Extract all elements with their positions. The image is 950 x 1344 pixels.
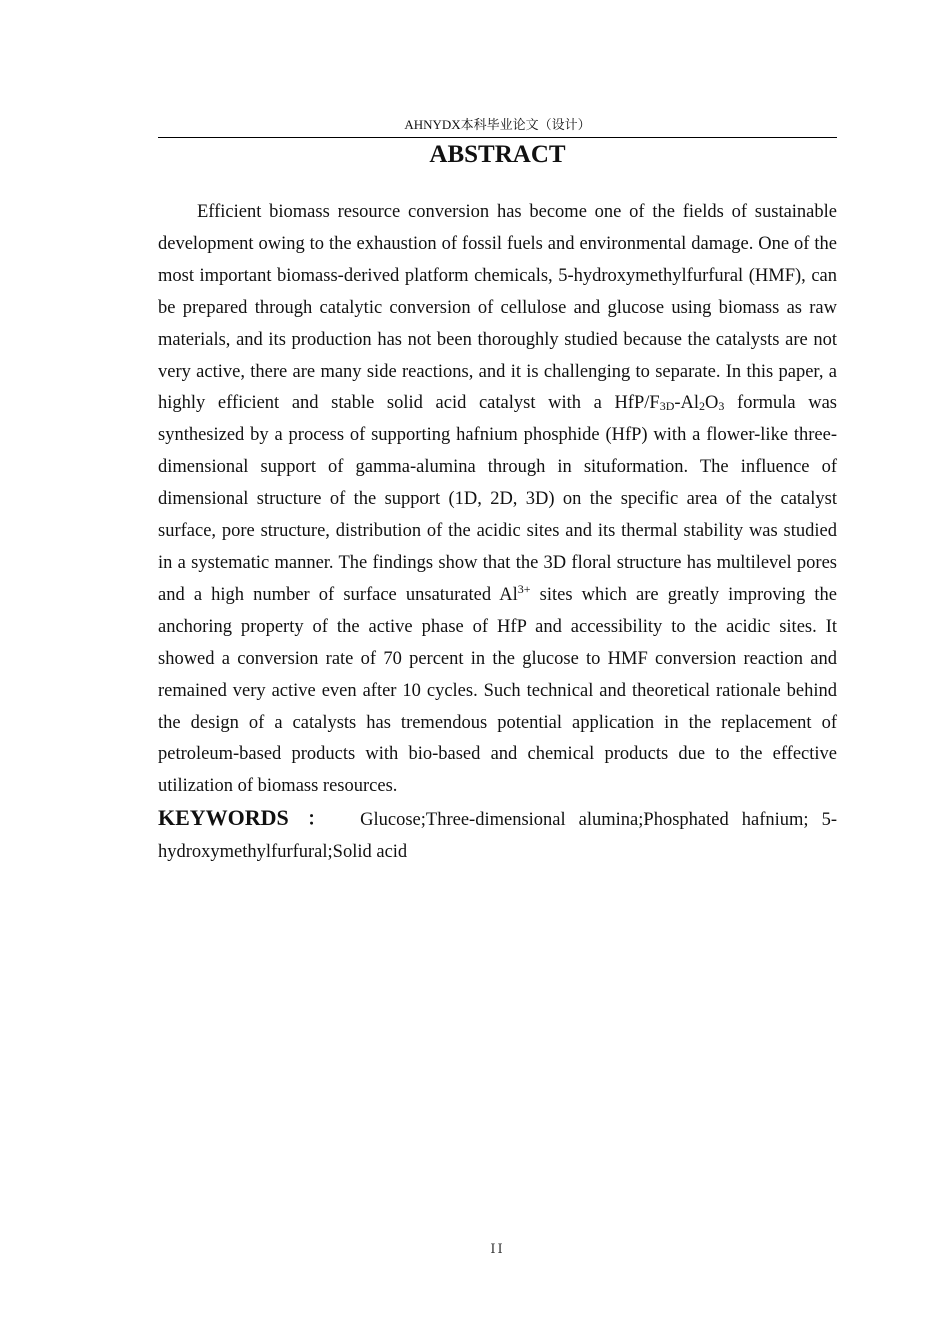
page-title: ABSTRACT (429, 141, 566, 168)
subscript-3d: 3D (659, 399, 675, 414)
subscript-3: 3 (718, 399, 725, 414)
keywords-text: Glucose;Three-dimensional alumina;Phosphated hafnium; 5-hydroxymethylfurfural;Solid acid (158, 810, 837, 862)
page-number: II (490, 1242, 505, 1257)
running-header: AHNYDX本科毕业论文（设计） (404, 117, 591, 132)
superscript-3plus: 3+ (517, 581, 531, 596)
header-divider (158, 137, 837, 138)
keywords-label: KEYWORDS (158, 805, 289, 830)
keywords-colon: ： (298, 810, 335, 830)
abstract-text-part4: formula was synthesized by a process of supporting hafnium phosphide (HfP) with a flower-like three-dimensional support of gamma-alumina through in situformation. The influence of dimensional structure of the support (1D, 2D, 3D) on the specific area of the catalyst surface, pore structure, distribution of the acidic sites and its thermal stability was studied in a systematic manner. The findings show that the 3D floral structure has multilevel pores and a high number of surface unsaturated Al (158, 393, 837, 605)
abstract-text-part2: -Al (674, 393, 700, 414)
abstract-text-part1: Efficient biomass resource conversion has become one of the fields of sustainable development owing to the exhaustion of fossil fuels and environmental damage. One of the most important biomass-derived platform chemicals, 5-hydroxymethylfurfural (HMF), can be prepared through catalytic conversion of cellulose and glucose using biomass as raw materials, and its production has not been thoroughly studied because the catalysts are not very active, there are many side reactions, and it is challenging to separate. In this paper, a highly efficient and stable solid acid catalyst with a HfP/F (158, 202, 837, 414)
abstract-text-part5: sites which are greatly improving the anchoring property of the active phase of HfP and accessibility to the acidic sites. It showed a conversion rate of 70 percent in the glucose to HMF conversion reaction and remained very active even after 10 cycles. Such technical and theoretical rationale behind the design of a catalysts has tremendous potential application in the replacement of petroleum-based products with bio-based and chemical products due to the effective utilization of biomass resources. (158, 584, 837, 797)
abstract-text-part3: O (705, 393, 719, 414)
keywords-line (158, 802, 837, 868)
abstract-paragraph (158, 197, 837, 803)
subscript-2: 2 (699, 399, 706, 414)
